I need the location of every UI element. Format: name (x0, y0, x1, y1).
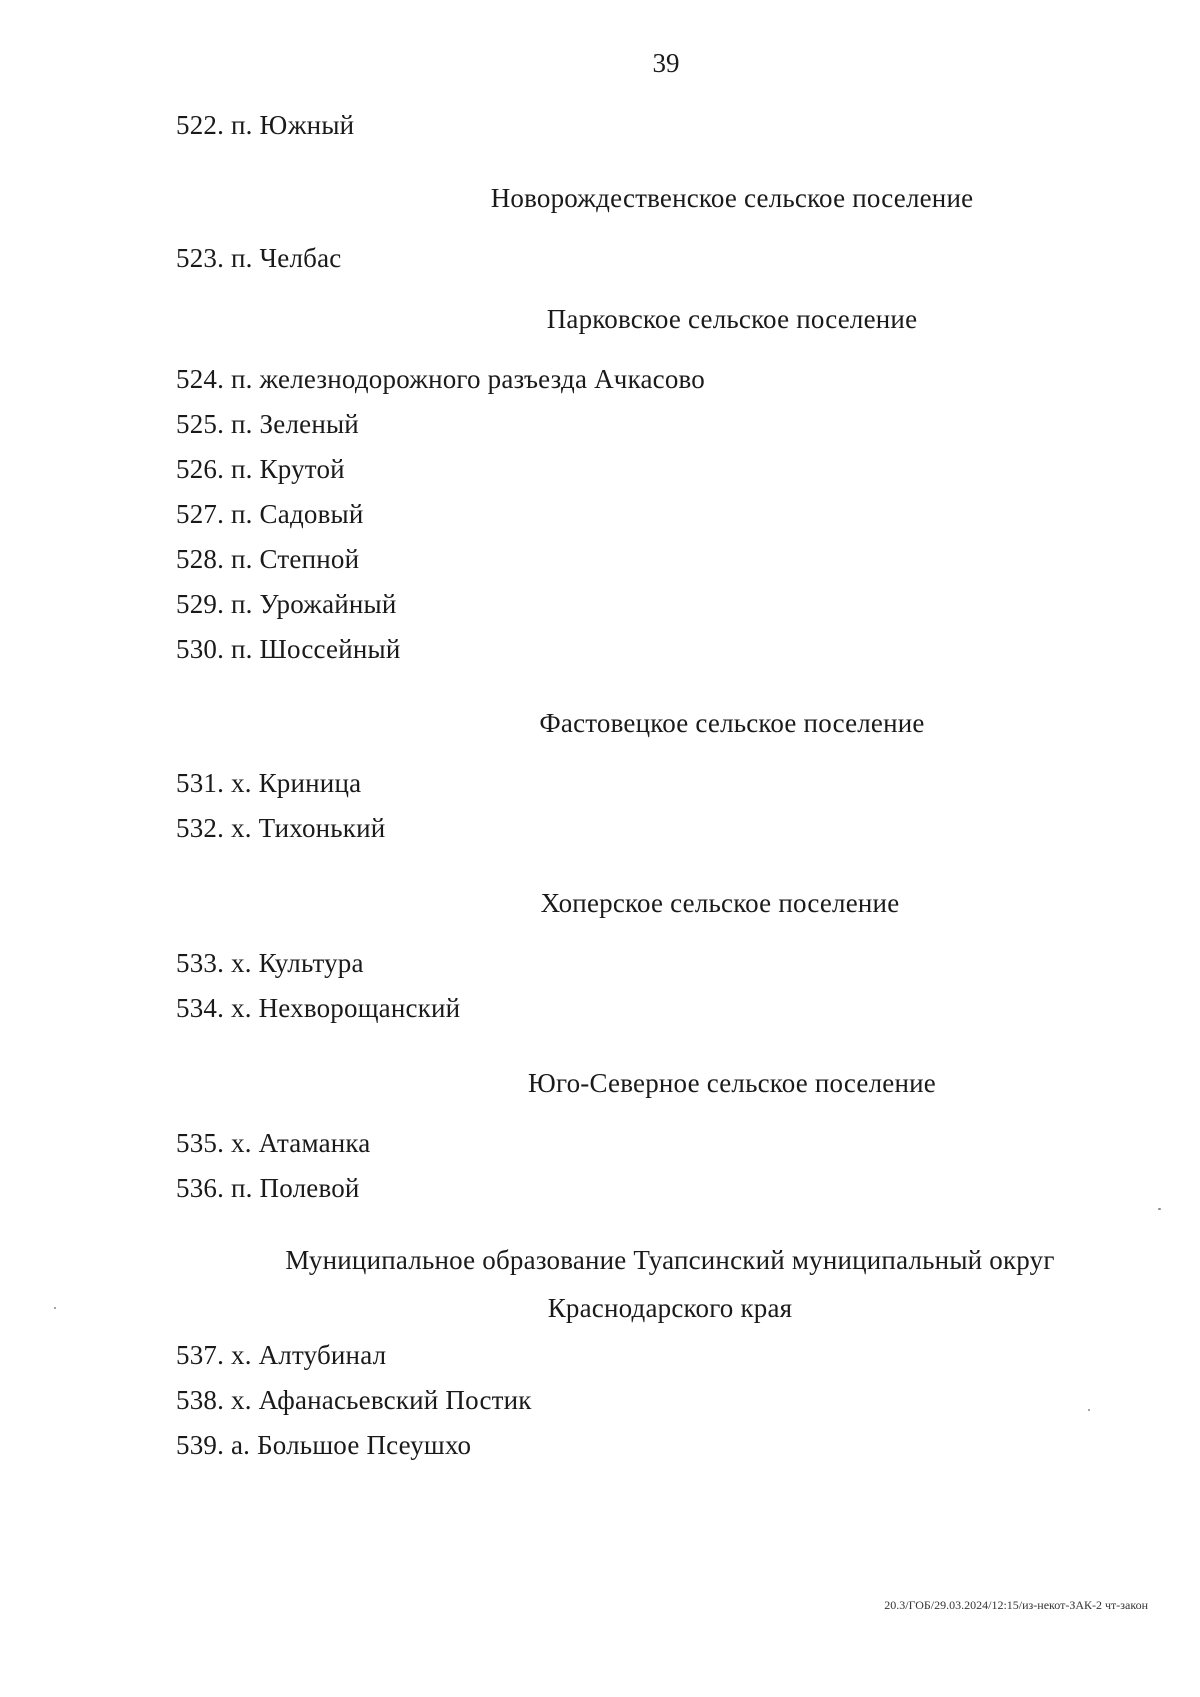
list-item: 538. х. Афанасьевский Постик (176, 1385, 532, 1415)
page-number: 39 (652, 48, 680, 78)
list-item: 534. х. Нехворощанский (176, 993, 461, 1023)
list-item: 529. п. Урожайный (176, 589, 397, 619)
scan-speck (1088, 1409, 1090, 1411)
list-item: 537. х. Алтубинал (176, 1340, 387, 1370)
list-item: 535. х. Атаманка (176, 1128, 371, 1158)
list-item: 525. п. Зеленый (176, 409, 359, 439)
section-heading: Фастовецкое сельское поселение (539, 708, 925, 738)
scan-speck (54, 1307, 56, 1309)
list-item: 523. п. Челбас (176, 243, 342, 273)
list-item: 528. п. Степной (176, 544, 360, 574)
section-heading-multiline (220, 1236, 1120, 1332)
list-item: 531. х. Криница (176, 768, 362, 798)
section-heading-line: Муниципальное образование Туапсинский муниципальный округ (285, 1245, 1055, 1275)
list-item: 527. п. Садовый (176, 499, 364, 529)
scan-speck (1158, 1208, 1161, 1210)
list-item: 533. х. Культура (176, 948, 364, 978)
section-heading-line: Краснодарского края (547, 1293, 793, 1323)
list-item: 530. п. Шоссейный (176, 634, 401, 664)
list-item: 522. п. Южный (176, 110, 355, 140)
list-item: 536. п. Полевой (176, 1173, 360, 1203)
list-item: 524. п. железнодорожного разъезда Ачкасово (176, 364, 706, 394)
list-item: 532. х. Тихонький (176, 813, 386, 843)
section-heading: Хоперское сельское поселение (540, 888, 900, 918)
list-item: 526. п. Крутой (176, 454, 345, 484)
list-item: 539. а. Большое Псеушхо (176, 1430, 472, 1460)
document-footer-code: 20.3/ГОБ/29.03.2024/12:15/из-некот-ЗАК-2 чт-закон (884, 1598, 1148, 1612)
section-heading: Парковское сельское поселение (546, 304, 918, 334)
section-heading: Юго-Северное сельское поселение (528, 1068, 936, 1098)
section-heading: Новорождественское сельское поселение (490, 183, 974, 213)
